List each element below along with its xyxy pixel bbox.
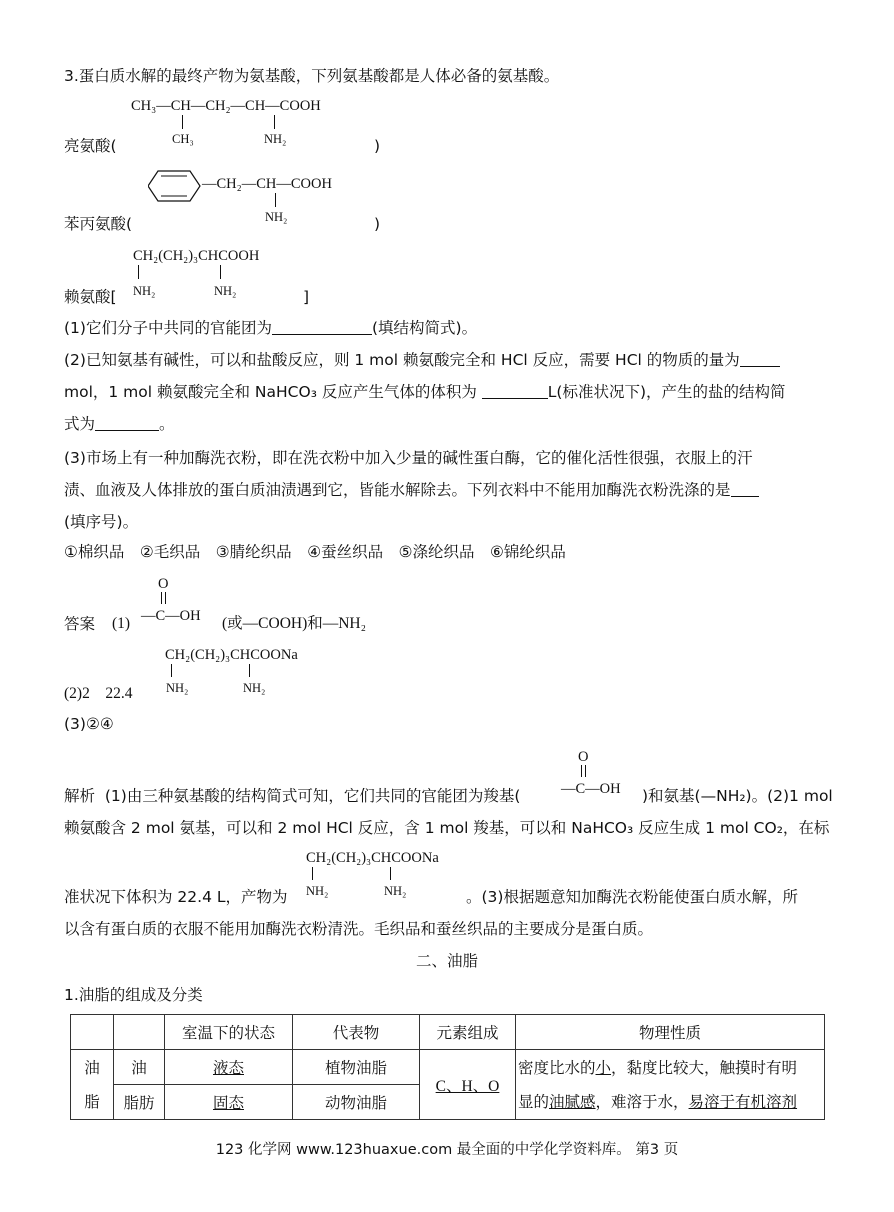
answer-label: 答案 xyxy=(64,615,96,633)
leucine-close: ) xyxy=(374,137,381,155)
analysis-line-3-start: 准状况下体积为 22.4 L，产物为 xyxy=(64,888,288,906)
answer-blank-5 xyxy=(731,481,759,497)
analysis-line-3-end: 。(3)根据题意知加酶洗衣粉能使蛋白质水解，所 xyxy=(466,888,798,906)
row-state: 液态 xyxy=(165,1050,293,1085)
lysine-formula: CH₂(CH₂)₃CHCOOH xyxy=(133,248,260,264)
analysis-carboxyl-bond-b xyxy=(585,765,586,777)
leucine-formula: CH₃—CH—CH₂—CH—COOH xyxy=(131,98,321,114)
answer-blank-2 xyxy=(740,351,780,367)
salt-bond-2 xyxy=(249,664,250,677)
analysis-line-1: 解析 (1)由三种氨基酸的结构简式可知，它们共同的官能团为羧基( xyxy=(64,787,521,805)
leucine-label: 亮氨酸( xyxy=(64,137,117,155)
phenylalanine-close: ) xyxy=(374,215,381,233)
analysis-line-1-end: )和氨基(—NH₂)。(2)1 mol xyxy=(642,787,833,805)
analysis-salt-amino-1: NH₂ xyxy=(306,884,329,898)
page-footer: 123 化学网 www.123huaxue.com 最全面的中学化学资料库。 第3 页 xyxy=(215,1142,679,1158)
leucine-bond-2 xyxy=(274,115,275,129)
answer-3: (3)②④ xyxy=(64,715,114,733)
table-header-cell: 代表物 xyxy=(293,1015,420,1050)
lysine-close: ] xyxy=(303,288,310,306)
salt-amino-1: NH₂ xyxy=(166,681,189,695)
analysis-carboxyl-formula: —C—OH xyxy=(561,781,621,797)
leucine-methyl: CH₃ xyxy=(172,132,194,146)
analysis-salt-amino-2: NH₂ xyxy=(384,884,407,898)
table-header-cell xyxy=(114,1015,165,1050)
phenylalanine-amino: NH₂ xyxy=(265,210,288,224)
sub-question-2-line-1: (2)已知氨基有碱性，可以和盐酸反应，则 1 mol 赖氨酸完全和 HCl 反应，需要 HCl 的物质的量为 xyxy=(64,350,780,370)
analysis-line-2: 赖氨酸含 2 mol 氨基，可以和 2 mol HCl 反应，含 1 mol 羧基，可以和 NaHCO₃ 反应生成 1 mol CO₂，在标 xyxy=(64,819,830,837)
row-name: 脂肪 xyxy=(114,1085,165,1120)
carboxyl-double-bond-b xyxy=(165,592,166,604)
table-row xyxy=(71,1050,825,1085)
phenylalanine-formula: —CH₂—CH—COOH xyxy=(202,176,332,192)
carboxyl-double-bond-a xyxy=(161,592,162,604)
sub-question-1: (1)它们分子中共同的官能团为 (填结构简式)。 xyxy=(64,319,478,337)
answer-blank-3 xyxy=(482,383,548,399)
row-example: 植物油脂 xyxy=(293,1050,420,1085)
group-cell: 油脂 xyxy=(71,1050,114,1120)
table-header-cell xyxy=(71,1015,114,1050)
answer-1-prefix: (1) xyxy=(112,615,131,632)
salt-amino-2: NH₂ xyxy=(243,681,266,695)
table-header-cell: 物理性质 xyxy=(516,1015,825,1050)
answer-blank-1 xyxy=(272,319,372,335)
analysis-carboxyl-bond-a xyxy=(581,765,582,777)
answer-1-suffix: (或—COOH)和—NH₂ xyxy=(222,615,367,632)
salt-formula: CH₂(CH₂)₃CHCOONa xyxy=(165,647,298,663)
properties-cell: 密度比水的小，黏度比较大，触摸时有明 显的油腻感，难溶于水，易溶于有机溶剂 xyxy=(516,1050,825,1120)
answer-2: (2)2 22.4 xyxy=(64,685,133,702)
lysine-bond-2 xyxy=(220,265,221,279)
lysine-amino-1: NH₂ xyxy=(133,284,156,298)
row-state: 固态 xyxy=(165,1085,293,1120)
row-example: 动物油脂 xyxy=(293,1085,420,1120)
analysis-carboxyl-oxygen: O xyxy=(578,749,589,765)
table-header-cell: 元素组成 xyxy=(420,1015,516,1050)
benzene-ring-icon xyxy=(148,168,204,204)
row-name: 油 xyxy=(114,1050,165,1085)
phenylalanine-bond xyxy=(275,193,276,207)
analysis-line-4: 以含有蛋白质的衣服不能用加酶洗衣粉清洗。毛织品和蚕丝织品的主要成分是蛋白质。 xyxy=(64,920,654,938)
lysine-bond-1 xyxy=(138,265,139,279)
lysine-amino-2: NH₂ xyxy=(214,284,237,298)
sub-question-3-line-2: 渍、血液及人体排放的蛋白质油渍遇到它，皆能水解除去。下列衣料中不能用加酶洗衣粉洗涤的是 xyxy=(64,480,759,500)
elements-cell: C、H、O xyxy=(420,1050,516,1120)
leucine-amino: NH₂ xyxy=(264,132,287,146)
analysis-salt-bond-2 xyxy=(390,867,391,880)
analysis-salt-bond-1 xyxy=(312,867,313,880)
fabric-options: ①棉织品 ②毛织品 ③腈纶织品 ④蚕丝织品 ⑤涤纶织品 ⑥锦纶织品 xyxy=(64,543,566,561)
section-heading: 二、油脂 xyxy=(415,952,478,970)
sub-question-3-line-3: (填序号)。 xyxy=(64,513,139,531)
salt-bond-1 xyxy=(171,664,172,677)
oil-fat-table xyxy=(70,1014,825,1120)
question-3-intro: 3.蛋白质水解的最终产物为氨基酸，下列氨基酸都是人体必备的氨基酸。 xyxy=(64,67,560,85)
lysine-label: 赖氨酸[ xyxy=(64,288,117,306)
phenylalanine-label: 苯丙氨酸( xyxy=(64,215,133,233)
sub-question-3-line-1: (3)市场上有一种加酶洗衣粉，即在洗衣粉中加入少量的碱性蛋白酶，它的催化活性很强，衣服上的汗 xyxy=(64,449,753,467)
section-subheading: 1.油脂的组成及分类 xyxy=(64,986,203,1004)
table-header-cell: 室温下的状态 xyxy=(165,1015,293,1050)
sub-question-2-line-3: 式为 。 xyxy=(64,415,175,433)
carboxyl-oxygen: O xyxy=(158,576,169,592)
leucine-bond-1 xyxy=(182,115,183,129)
carboxyl-formula: —C—OH xyxy=(141,608,201,624)
answer-blank-4 xyxy=(95,415,159,431)
analysis-salt-formula: CH₂(CH₂)₃CHCOONa xyxy=(306,850,439,866)
sub-question-2-line-2: mol，1 mol 赖氨酸完全和 NaHCO₃ 反应产生气体的体积为 L(标准状况下)，产生的盐的结构简 xyxy=(64,383,786,401)
table-header-row xyxy=(71,1015,825,1050)
